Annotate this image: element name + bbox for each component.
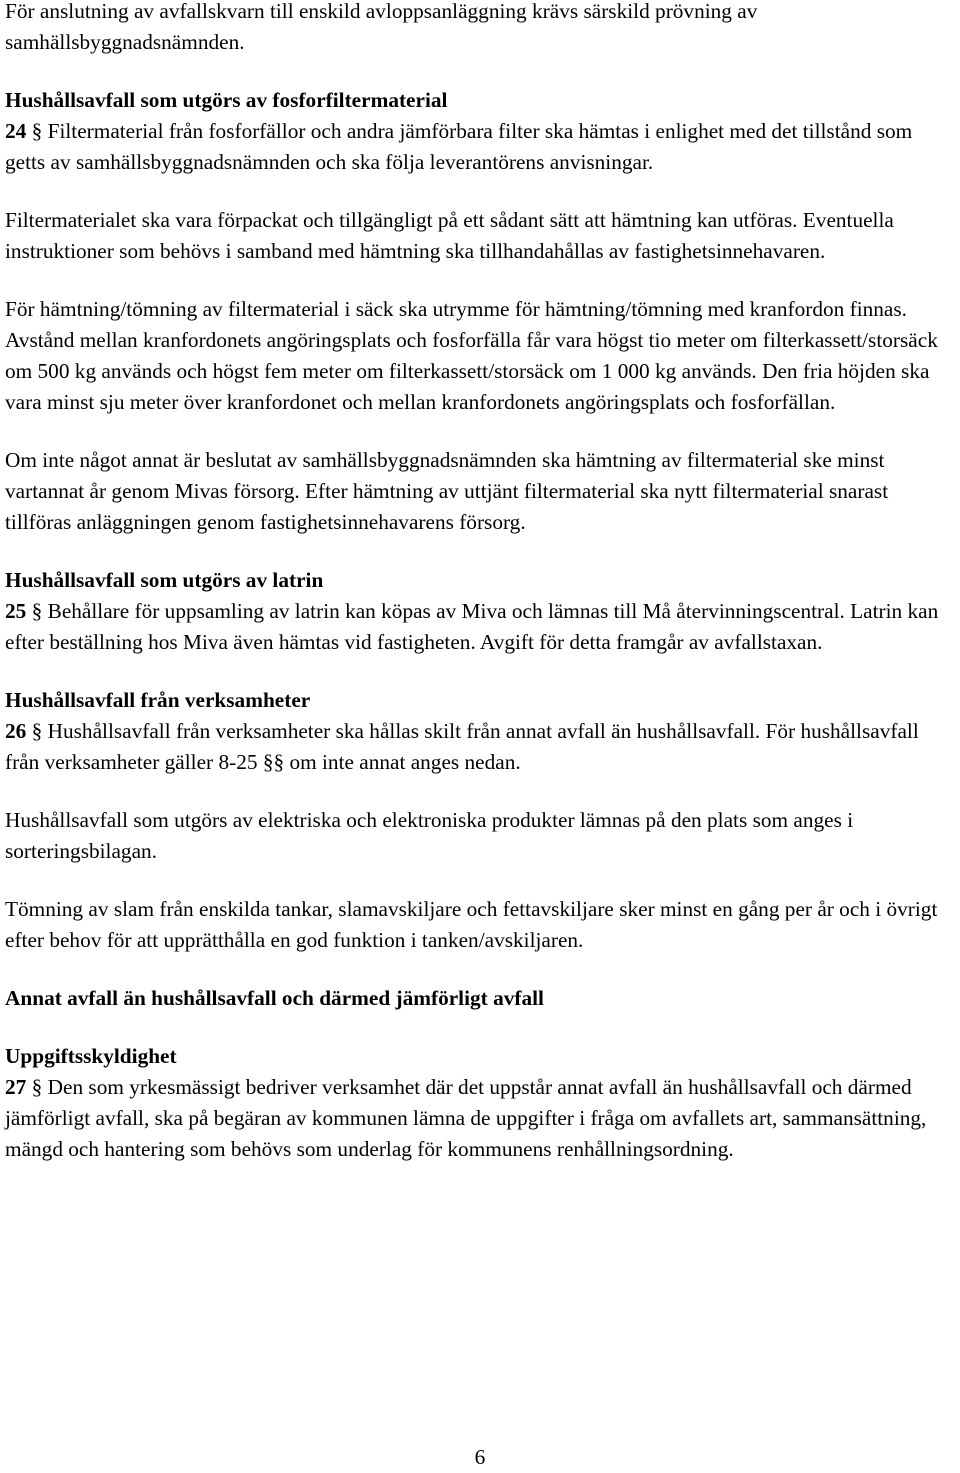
- section-24-number: 24: [5, 119, 27, 143]
- section-27-text: Den som yrkesmässigt bedriver verksamhet där det uppstår annat avfall än hushållsavfall och därmed jämförligt avfall, ska på begäran av kommunen lämna de uppgifter i fråga om avfallets art, sammansättning, mängd och hantering som behövs som underlag för kommunens renhållningsordning.: [5, 1075, 927, 1161]
- section-27-number: 27: [5, 1075, 27, 1099]
- uppgiftsskyldighet-heading: Uppgiftsskyldighet: [5, 1044, 177, 1068]
- section-25: [5, 596, 957, 658]
- intro-paragraph: För anslutning av avfallskvarn till enskild avloppsanläggning krävs särskild prövning av samhällsbyggnadsnämnden.: [5, 0, 758, 54]
- latrin-heading: Hushållsavfall som utgörs av latrin: [5, 568, 324, 592]
- filter-pack-paragraph: Filtermaterialet ska vara förpackat och tillgängligt på ett sådant sätt att hämtning kan utföras. Eventuella instruktioner som behövs i samband med hämtning ska tillhandahållas av fastighetsinnehavaren.: [5, 208, 894, 263]
- elektriska-paragraph: Hushållsavfall som utgörs av elektriska och elektroniska produkter lämnas på den plats som anges i sorteringsbilagan.: [5, 808, 854, 863]
- section-symbol: §: [31, 599, 43, 623]
- section-25-text: Behållare för uppsamling av latrin kan köpas av Miva och lämnas till Må återvinningscentral. Latrin kan efter beställning hos Miva även hämtas vid fastigheten. Avgift för detta framgår av avfallstaxan.: [5, 599, 939, 654]
- section-26-text-b: om inte annat anges nedan.: [289, 750, 521, 774]
- section-26-number: 26: [5, 719, 27, 743]
- section-26: [5, 716, 957, 778]
- document-page: [5, 0, 957, 1165]
- section-symbol: §: [31, 119, 43, 143]
- kranfordon-paragraph: För hämtning/tömning av filtermaterial i säck ska utrymme för hämtning/tömning med kranfordon finnas. Avstånd mellan kranfordonets angöringsplats och fosforfälla får vara högst tio meter om filterkassett/storsäck om 500 kg används och högst fem meter om filterkassett/storsäck om 1 000 kg används. Den fria höjden ska vara minst sju meter över kranfordonet och mellan kranfordonets angöringsplats och fosforfällan.: [5, 297, 938, 414]
- verksamhet-heading: Hushållsavfall från verksamheter: [5, 688, 311, 712]
- section-24: [5, 116, 957, 178]
- section-26-text-a: Hushållsavfall från verksamheter ska hållas skilt från annat avfall än hushållsavfall. För hushållsavfall från verksamheter gäller 8-25: [5, 719, 919, 774]
- section-symbol: §: [262, 750, 274, 774]
- page-number: 6: [474, 1445, 486, 1469]
- section-symbol: §: [31, 1075, 43, 1099]
- section-27: [5, 1072, 957, 1165]
- section-symbol: §: [273, 750, 285, 774]
- annat-avfall-heading: Annat avfall än hushållsavfall och därmed jämförligt avfall: [5, 986, 544, 1010]
- vartannat-paragraph: Om inte något annat är beslutat av samhällsbyggnadsnämnden ska hämtning av filtermaterial ske minst vartannat år genom Mivas försorg. Efter hämtning av uttjänt filtermaterial ska nytt filtermaterial snarast tillföras anläggningen genom fastighetsinnehavarens försorg.: [5, 448, 889, 534]
- section-25-number: 25: [5, 599, 27, 623]
- section-symbol: §: [31, 719, 43, 743]
- fosfor-heading: Hushållsavfall som utgörs av fosforfiltermaterial: [5, 88, 448, 112]
- section-24-text: Filtermaterial från fosforfällor och andra jämförbara filter ska hämtas i enlighet med det tillstånd som getts av samhällsbyggnadsnämnden och ska följa leverantörens anvisningar.: [5, 119, 913, 174]
- slam-paragraph: Tömning av slam från enskilda tankar, slamavskiljare och fettavskiljare sker minst en gång per år och i övrigt efter behov för att upprätthålla en god funktion i tanken/avskiljaren.: [5, 897, 938, 952]
